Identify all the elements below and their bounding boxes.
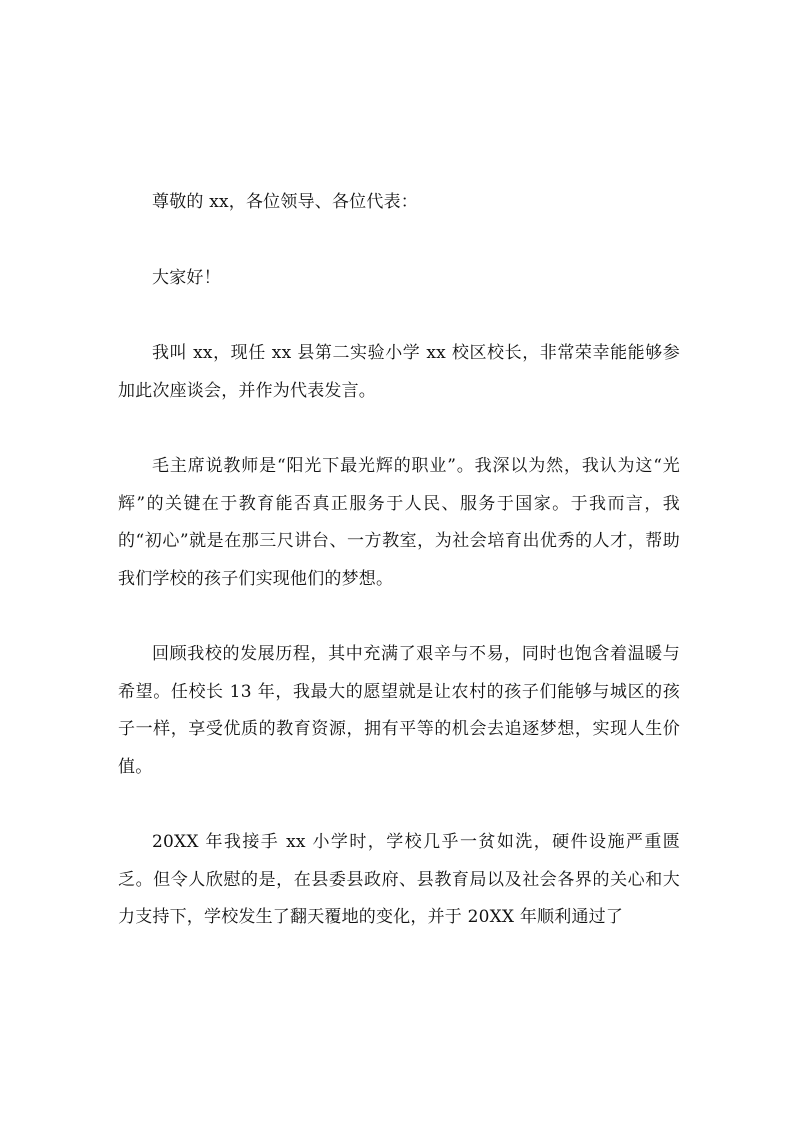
history-paragraph: 回顾我校的发展历程，其中充满了艰辛与不易，同时也饱含着温暖与希望。任校长 13 年，我最大的愿望就是让农村的孩子们能够与城区的孩子一样，享受优质的教育资源，拥有平等的机会去追逐梦想，实现人生价值。 xyxy=(118,644,680,777)
document-page xyxy=(118,184,680,975)
introduction-paragraph: 我叫 xx，现任 xx 县第二实验小学 xx 校区校长，非常荣幸能能够参加此次座谈会，并作为代表发言。 xyxy=(118,343,680,401)
development-paragraph: 20XX 年我接手 xx 小学时，学校几乎一贫如洗，硬件设施严重匮乏。但令人欣慰的是，在县委县政府、县教育局以及社会各界的关心和大力支持下，学校发生了翻天覆地的变化，并于 20XX 年顺利通过了 xyxy=(118,832,680,927)
mission-paragraph: 毛主席说教师是“阳光下最光辉的职业”。我深以为然，我认为这“光辉”的关键在于教育能否真正服务于人民、服务于国家。于我而言，我的“初心”就是在那三尺讲台、一方教室，为社会培育出优秀的人才，帮助我们学校的孩子们实现他们的梦想。 xyxy=(118,456,680,589)
salutation-paragraph: 尊敬的 xx，各位领导、各位代表： xyxy=(152,192,418,212)
greeting-paragraph: 大家好！ xyxy=(152,267,221,288)
